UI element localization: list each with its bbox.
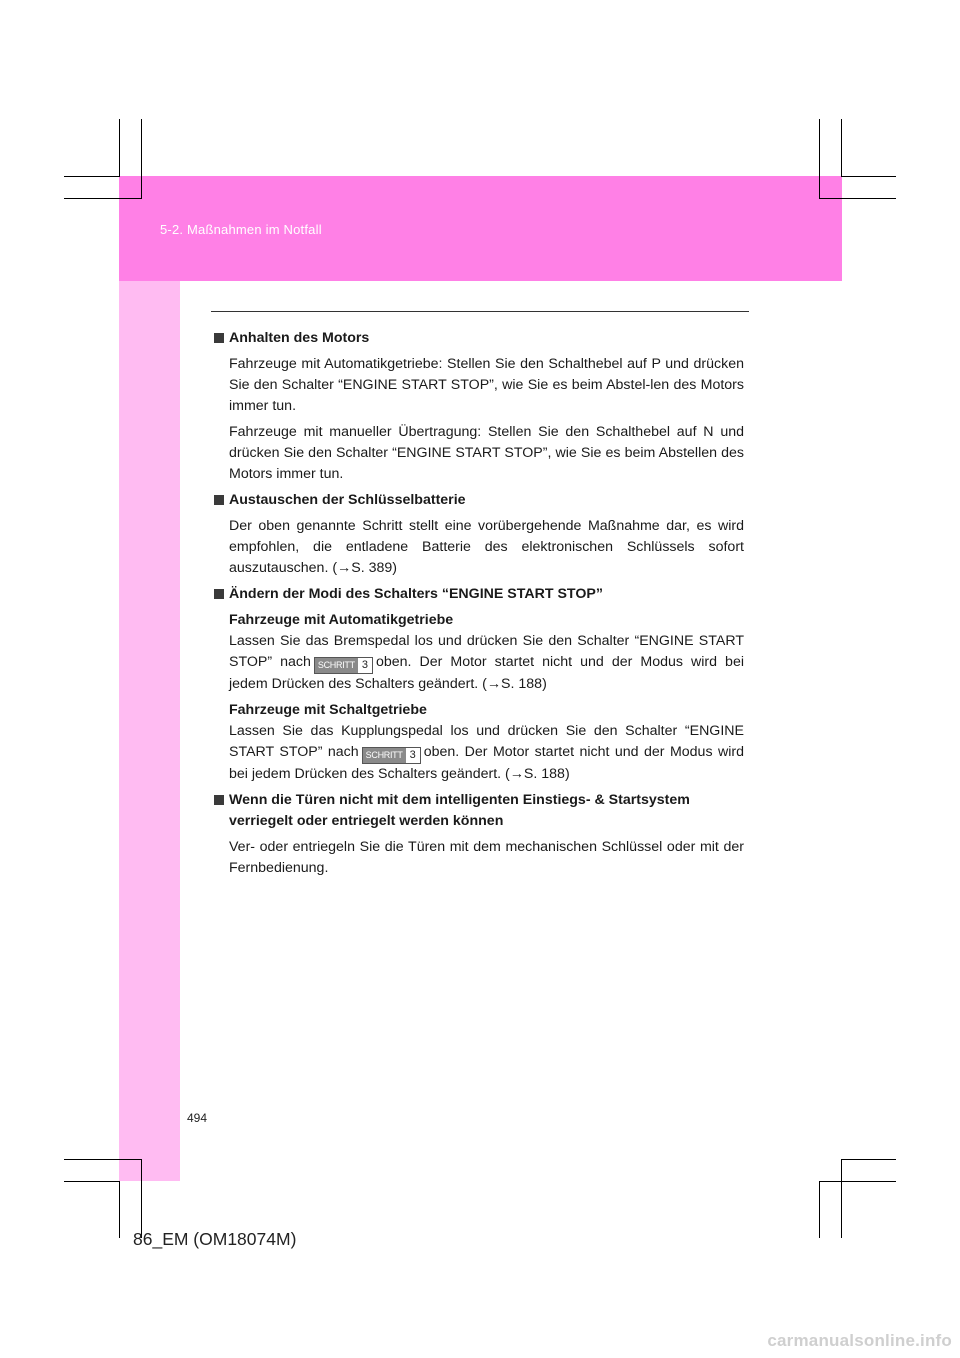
section-smart-entry bbox=[214, 790, 744, 879]
section-title: 5-2. Maßnahmen im Notfall bbox=[160, 222, 322, 237]
paragraph: Der oben genannte Schritt stellt eine vorübergehende Maßnahme dar, es wird empfohlen, die entladene Batterie des elektronischen Schlüssels sofort auszutauschen. (→S. 389) bbox=[229, 518, 744, 576]
section-heading: Anhalten des Motors bbox=[229, 330, 370, 346]
square-bullet-icon bbox=[214, 495, 224, 505]
step-text-before: Lassen Sie das Bremspedal los und drücken Sie den Schalter “ENGINE START STOP” nach bbox=[229, 633, 744, 670]
subheading: Fahrzeuge mit Automatikgetriebe bbox=[229, 612, 454, 628]
crop-mark bbox=[64, 1159, 142, 1160]
section-change-modes bbox=[214, 584, 744, 785]
paragraph: Fahrzeuge mit Automatikgetriebe: Stellen Sie den Schalthebel auf P und drücken Sie den Schalter “ENGINE START STOP”, wie Sie es beim Abstel-len des Motors immer tun. bbox=[229, 356, 744, 414]
footer-code: 86_EM (OM18074M) bbox=[133, 1229, 297, 1249]
section-heading: Wenn die Türen nicht mit dem intelligenten Einstiegs- & Startsystem verriegelt oder entriegelt werden können bbox=[229, 792, 690, 829]
top-rule bbox=[211, 311, 749, 312]
step-badge-label: SCHRITT bbox=[363, 748, 406, 763]
paragraph bbox=[229, 700, 744, 785]
crop-mark bbox=[841, 1159, 842, 1238]
crop-mark bbox=[141, 119, 142, 198]
square-bullet-icon bbox=[214, 333, 224, 343]
section-heading: Ändern der Modi des Schalters “ENGINE START STOP” bbox=[229, 586, 603, 602]
step-text-before: Lassen Sie das Kupplungspedal los und drücken Sie den Schalter “ENGINE START STOP” nach bbox=[229, 723, 744, 760]
crop-mark bbox=[64, 198, 142, 199]
content bbox=[214, 328, 744, 884]
crop-mark bbox=[119, 1181, 120, 1238]
crop-mark bbox=[841, 1159, 896, 1160]
section-key-battery bbox=[214, 490, 744, 579]
crop-mark bbox=[819, 1181, 896, 1182]
crop-mark bbox=[141, 1159, 142, 1238]
step-badge-label: SCHRITT bbox=[315, 658, 358, 673]
watermark: carmanualsonline.info bbox=[767, 1331, 952, 1350]
step-badge-number: 3 bbox=[406, 748, 420, 763]
section-heading: Austauschen der Schlüsselbatterie bbox=[229, 492, 466, 508]
crop-mark bbox=[819, 119, 820, 198]
square-bullet-icon bbox=[214, 795, 224, 805]
crop-mark bbox=[119, 119, 120, 176]
crop-mark bbox=[841, 119, 842, 176]
crop-mark bbox=[64, 1181, 120, 1182]
step-badge-number: 3 bbox=[358, 658, 372, 673]
crop-mark bbox=[819, 1181, 820, 1238]
crop-mark bbox=[64, 176, 120, 177]
crop-mark bbox=[819, 198, 896, 199]
step-badge bbox=[314, 657, 373, 674]
paragraph: Fahrzeuge mit manueller Übertragung: Stellen Sie den Schalthebel auf N und drücken Sie den Schalter “ENGINE START STOP”, wie Sie es beim Abstellen des Motors immer tun. bbox=[229, 424, 744, 482]
crop-mark bbox=[841, 176, 896, 177]
side-band bbox=[119, 281, 180, 1181]
step-text-after: oben. Der Motor startet nicht und der Modus wird bei jedem Drücken des Schalters geändert. (→S. 188) bbox=[229, 744, 744, 782]
subheading: Fahrzeuge mit Schaltgetriebe bbox=[229, 702, 427, 718]
page-number: 494 bbox=[187, 1111, 208, 1125]
square-bullet-icon bbox=[214, 589, 224, 599]
step-text-after: oben. Der Motor startet nicht und der Modus wird bei jedem Drücken des Schalters geändert. (→S. 188) bbox=[229, 654, 744, 692]
paragraph bbox=[229, 610, 744, 695]
section-stop-engine bbox=[214, 328, 744, 485]
paragraph: Ver- oder entriegeln Sie die Türen mit dem mechanischen Schlüssel oder mit der Fernbedienung. bbox=[229, 839, 744, 876]
step-badge bbox=[362, 747, 421, 764]
